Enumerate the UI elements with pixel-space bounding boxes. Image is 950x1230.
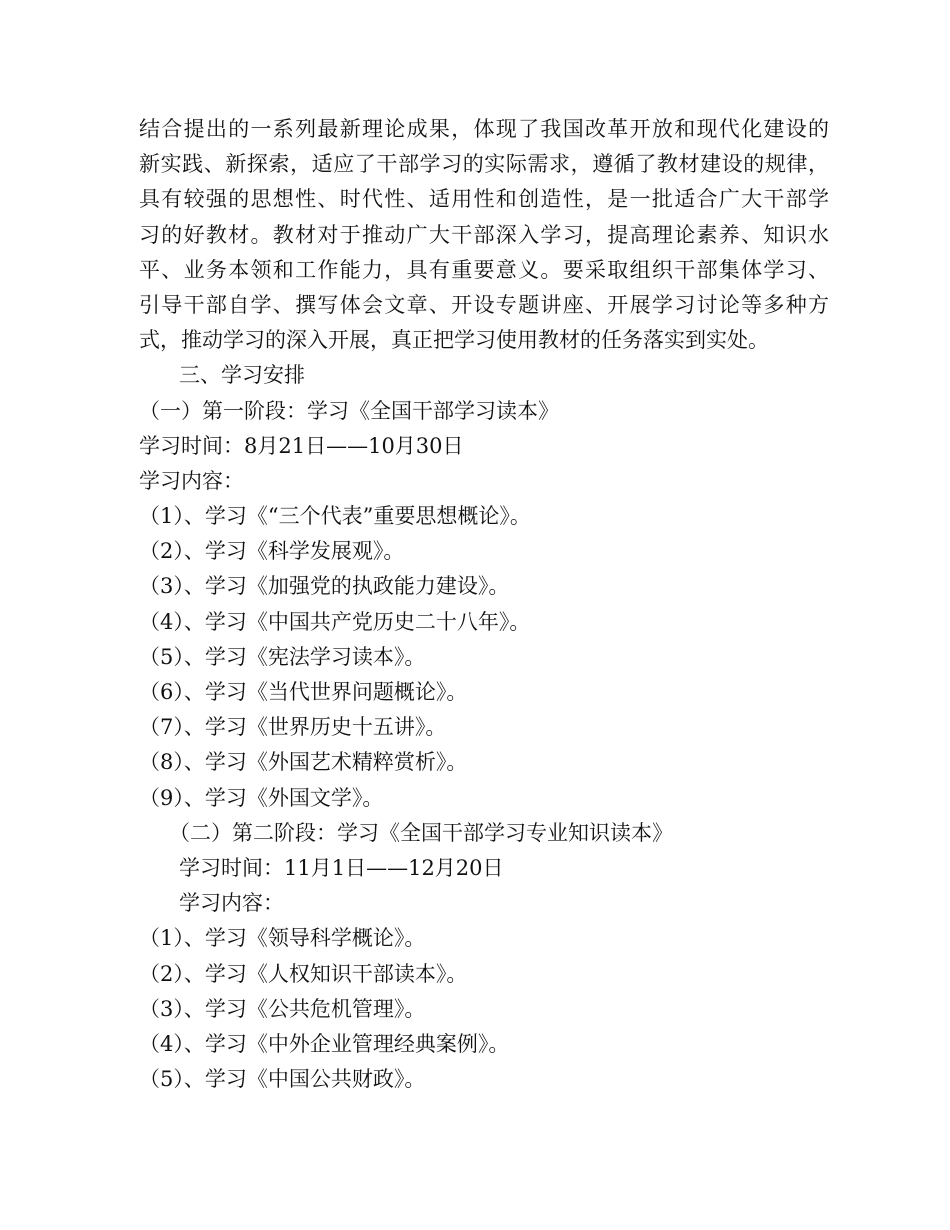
paragraph-line: 习的好教材。教材对于推动广大干部深入学习，提高理论素养、知识水: [139, 222, 829, 247]
list-item: （1）、学习《领导科学概论》。: [139, 926, 426, 951]
list-item: （1）、学习《“三个代表”重要思想概论》。: [139, 504, 531, 529]
list-item: （2）、学习《人权知识干部读本》。: [139, 961, 468, 986]
intro-paragraph: [139, 112, 829, 358]
list-item: （4）、学习《中国共产党历史二十八年》。: [139, 609, 531, 634]
list-item: （2）、学习《科学发展观》。: [139, 539, 405, 564]
stage-1: [139, 394, 829, 816]
stage-time: 学习时间：8月21日——10月30日: [139, 433, 464, 458]
stage-title: （二）第二阶段：学习《全国干部学习专业知识读本》: [169, 820, 673, 845]
stage-title: （一）第一阶段：学习《全国干部学习读本》: [139, 398, 559, 423]
stage-time: 学习时间：11月1日——12月20日: [179, 855, 504, 880]
list-item: （3）、学习《加强党的执政能力建设》。: [139, 574, 510, 599]
document-body: [139, 112, 829, 1097]
stage-content-label: 学习内容：: [139, 468, 244, 493]
paragraph-line: 具有较强的思想性、时代性、适用性和创造性，是一批适合广大干部学: [139, 187, 829, 212]
section-heading: 三、学习安排: [179, 363, 305, 388]
paragraph-line: 结合提出的一系列最新理论成果，体现了我国改革开放和现代化建设的: [139, 117, 829, 141]
stage-2: [139, 816, 829, 1098]
list-item: （6）、学习《当代世界问题概论》。: [139, 680, 468, 704]
list-item: （5）、学习《中国公共财政》。: [139, 1067, 426, 1092]
list-item: （9）、学习《外国文学》。: [139, 785, 384, 810]
paragraph-line: 平、业务本领和工作能力，具有重要意义。要采取组织干部集体学习、: [139, 257, 829, 282]
paragraph-line: 式，推动学习的深入开展，真正把学习使用教材的任务落实到实处。: [139, 328, 769, 353]
paragraph-line: 引导干部自学、撰写体会文章、开设专题讲座、开展学习讨论等多种方: [139, 292, 829, 317]
list-item: （3）、学习《公共危机管理》。: [139, 996, 426, 1021]
list-item: （4）、学习《中外企业管理经典案例》。: [139, 1031, 510, 1056]
list-item: （7）、学习《世界历史十五讲》。: [139, 715, 447, 740]
stage-content-label: 学习内容：: [179, 891, 284, 916]
list-item: （5）、学习《宪法学习读本》。: [139, 644, 426, 669]
paragraph-line: 新实践、新探索，适应了干部学习的实际需求，遵循了教材建设的规律，: [139, 152, 829, 177]
list-item: （8）、学习《外国艺术精粹赏析》。: [139, 750, 468, 775]
